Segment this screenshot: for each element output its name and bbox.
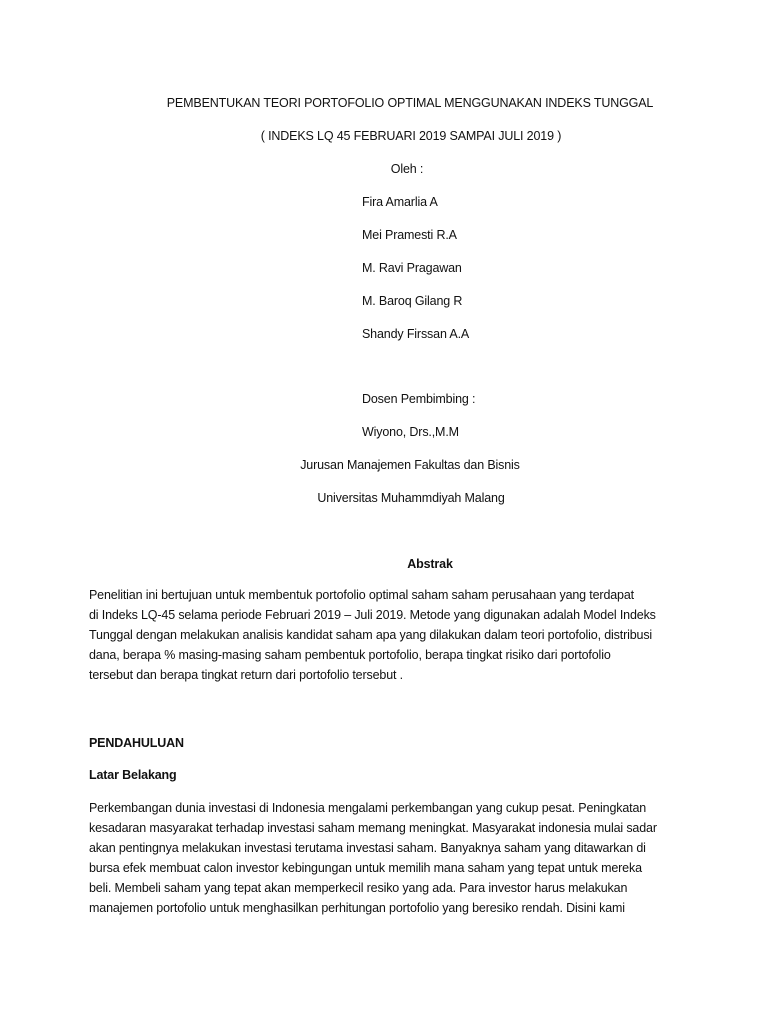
author-name: M. Ravi Pragawan <box>362 261 462 275</box>
abstract-line: Tunggal dengan melakukan analisis kandidat saham apa yang dilakukan dalam teori portofolio, distribusi <box>89 628 653 642</box>
body-line: bursa efek membuat calon investor kebingungan untuk memilih mana saham yang tepat untuk mereka <box>89 861 642 875</box>
abstract-line: tersebut dan berapa tingkat return dari portofolio tersebut . <box>89 668 403 682</box>
body-line: Perkembangan dunia investasi di Indonesia mengalami perkembangan yang cukup pesat. Peningkatan <box>89 801 647 815</box>
abstract-line: di Indeks LQ-45 selama periode Februari 2019 – Juli 2019. Metode yang digunakan adalah Model Indeks <box>89 608 656 622</box>
university-name: Universitas Muhammdiyah Malang <box>317 491 505 505</box>
section-heading: PENDAHULUAN <box>89 736 184 750</box>
document-title: PEMBENTUKAN TEORI PORTOFOLIO OPTIMAL MENGGUNAKAN INDEKS TUNGGAL <box>166 96 654 110</box>
author-name: Shandy Firssan A.A <box>362 327 470 341</box>
subsection-heading: Latar Belakang <box>89 768 177 782</box>
abstract-line: dana, berapa % masing-masing saham pembentuk portofolio, berapa tingkat risiko dari portofolio <box>89 648 611 662</box>
author-name: M. Baroq Gilang R <box>362 294 463 308</box>
body-line: beli. Membeli saham yang tepat akan memperkecil resiko yang ada. Para investor harus melakukan <box>89 881 628 895</box>
oleh-label: Oleh : <box>390 162 424 176</box>
body-line: manajemen portofolio untuk menghasilkan perhitungan portofolio yang beresiko rendah. Disini kami <box>89 901 625 915</box>
author-name: Mei Pramesti R.A <box>362 228 457 242</box>
author-name: Fira Amarlia A <box>362 195 438 209</box>
abstract-paragraph <box>89 585 689 685</box>
document-subtitle: ( INDEKS LQ 45 FEBRUARI 2019 SAMPAI JULI 2019 ) <box>260 129 562 143</box>
abstract-line: Penelitian ini bertujuan untuk membentuk portofolio optimal saham saham perusahaan yang terdapat <box>89 588 634 602</box>
department-name: Jurusan Manajemen Fakultas dan Bisnis <box>300 458 520 472</box>
body-line: akan pentingnya melakukan investasi terutama investasi saham. Banyaknya saham yang ditawarkan di <box>89 841 646 855</box>
body-paragraph <box>89 798 689 918</box>
dosen-label: Dosen Pembimbing : <box>362 392 476 406</box>
abstract-heading: Abstrak <box>407 557 453 571</box>
body-line: kesadaran masyarakat terhadap investasi saham memang meningkat. Masyarakat indonesia mulai sadar <box>89 821 657 835</box>
dosen-name: Wiyono, Drs.,M.M <box>362 425 459 439</box>
